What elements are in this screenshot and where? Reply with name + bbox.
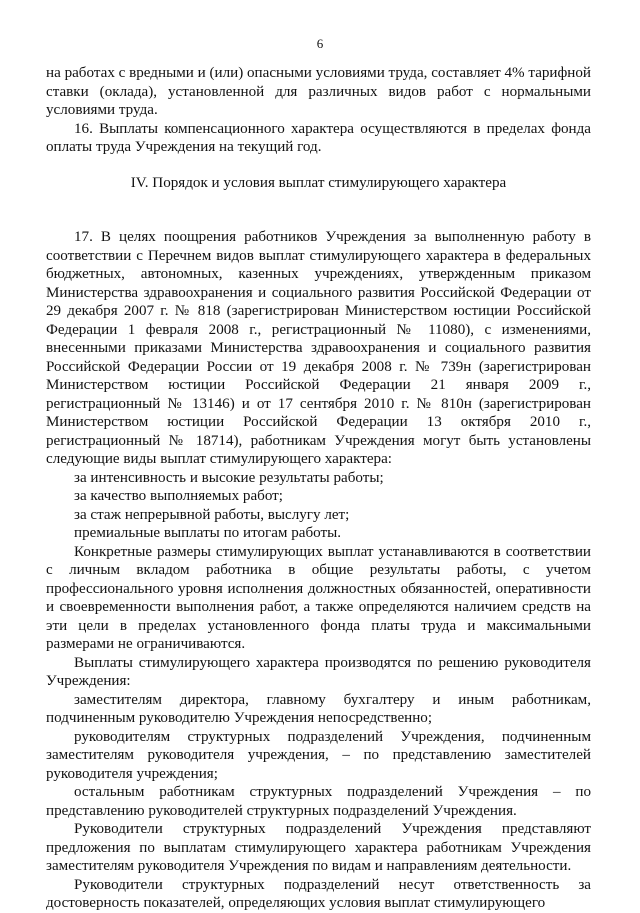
document-body (46, 64, 591, 913)
paragraph-continuation: на работах с вредными и (или) опасными условиями труда, составляет 4% тарифной ставки (оклада), установленной для различных видов работ с нормальными условиями труда. (46, 65, 591, 118)
paragraph-responsibility: Руководители структурных подразделений несут ответственность за достоверность показателей, определяющих условия выплат стимулирующего (46, 876, 591, 911)
paragraph-payment-decision: Выплаты стимулирующего характера производятся по решению руководителя Учреждения: (46, 654, 591, 689)
page-number: 6 (316, 36, 324, 51)
list-item: за качество выполняемых работ; (74, 488, 283, 504)
list-item: премиальные выплаты по итогам работы. (74, 525, 342, 541)
paragraph-17: 17. В целях поощрения работников Учреждения за выполненную работу в соответствии с Перечнем видов выплат стимулирующего характера в федеральных бюджетных, автономных, казенных учреждениях, утвержденным приказом Министерства здравоохранения и социального развития Российской Федерации от 29 декабря 2007 г. № 818 (зарегистрирован Министерством юстиции Российской Федерации 1 февраля 2008 г., регистрационный № 11080), с изменениями, внесенными приказами Министерства здравоохранения и социального развития Российской Федерации России от 19 декабря 2008 г. № 739н (зарегистрирован Министерством юстиции Российской Федерации 21 января 2009 г., регистрационный № 13146) и от 17 сентября 2010 г. № 810н (зарегистрирован Министерством юстиции Российской Федерации 13 октября 2010 г., регистрационный № 18714), работникам Учреждения могут быть установлены следующие виды выплат стимулирующего характера: (46, 229, 591, 467)
section-heading: IV. Порядок и условия выплат стимулирующего характера (130, 174, 507, 191)
paragraph-department-heads: руководителям структурных подразделений Учреждения, подчиненным заместителям руководителя учреждения, – по представлению заместителей руководителя учреждения; (46, 728, 591, 782)
paragraph-deputies: заместителям директора, главному бухгалтеру и иным работникам, подчиненным руководителю Учреждения непосредственно; (46, 691, 591, 726)
list-item: за интенсивность и высокие результаты работы; (74, 469, 384, 486)
list-item: за стаж непрерывной работы, выслугу лет; (74, 506, 350, 523)
paragraph-proposals: Руководители структурных подразделений Учреждения представляют предложения по выплатам стимулирующего характера работникам Учреждения заместителям руководителя Учреждения по видам и направлениям деятельности. (46, 821, 591, 874)
paragraph-other-workers: остальным работникам структурных подразделений Учреждения – по представлению руководителей структурных подразделений Учреждения. (46, 784, 591, 819)
paragraph-payment-amounts: Конкретные размеры стимулирующих выплат устанавливаются в соответствии с личным вкладом работника в общие результаты работы, с учетом профессионального уровня исполнения должностных обязанностей, оперативности и своевременности выполнения работ, а также определяются наличием средств на эти цели в пределах установленного фонда платы труда и максимальными размерами не ограничиваются. (46, 543, 591, 652)
paragraph-16: 16. Выплаты компенсационного характера осуществляются в пределах фонда оплаты труда Учреждения на текущий год. (46, 120, 591, 155)
